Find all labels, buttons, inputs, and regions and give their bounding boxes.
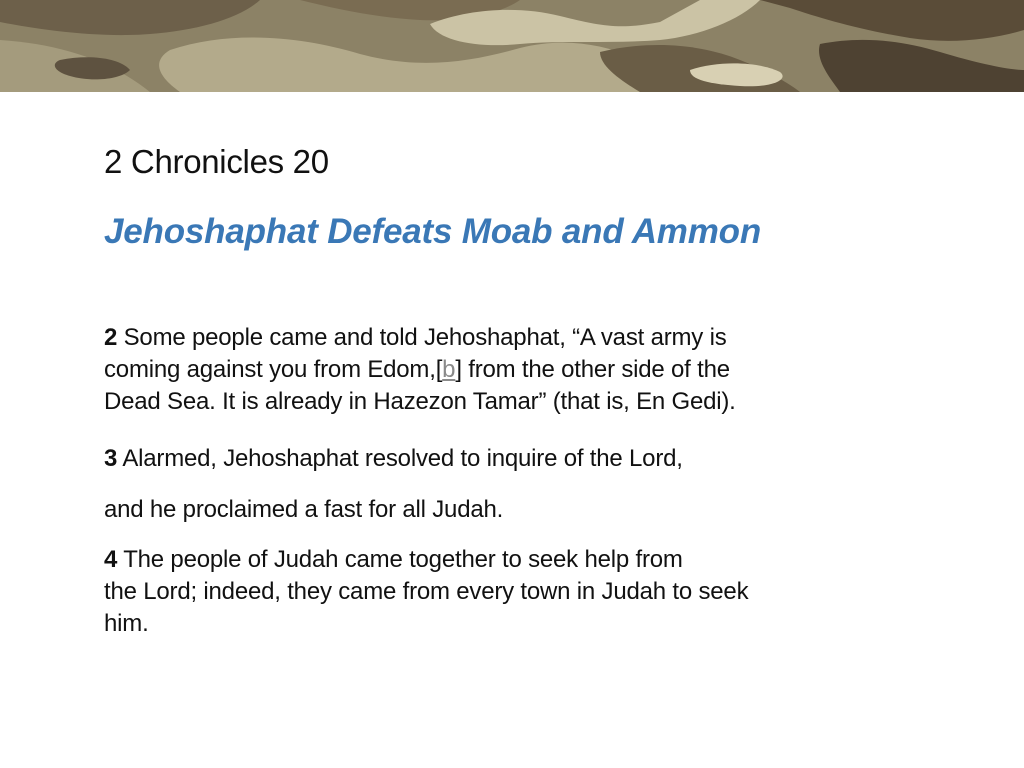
camouflage-banner [0,0,1024,92]
verse-number: 2 [104,324,118,351]
verse-3 [104,443,683,475]
verse-text-line: Dead Sea. It is already in Hazezon Tamar” (that is, En Gedi). [104,388,736,415]
verse-text-line: Some people came and told Jehoshaphat, “A vast army is [123,324,727,351]
verse-text-line: The people of Judah came together to seek help from [123,546,683,573]
verse-2 [104,322,736,418]
verse-text-line: ] from the other side of the [455,356,730,383]
verse-4 [104,544,748,640]
verse-3-continued [104,494,503,526]
section-heading: Jehoshaphat Defeats Moab and Ammon [104,212,762,251]
verse-text-line: Alarmed, Jehoshaphat resolved to inquire of the Lord, [122,445,683,472]
verse-text-line: and he proclaimed a fast for all Judah. [104,496,504,523]
camouflage-pattern-icon [0,0,1024,92]
verse-number: 4 [104,546,118,573]
verse-text-line: the Lord; indeed, they came from every town in Judah to seek [104,578,749,605]
footnote-link[interactable]: b [442,356,456,383]
verse-number: 3 [104,445,118,472]
chapter-title: 2 Chronicles 20 [104,143,329,180]
verse-text-line: coming against you from Edom,[ [104,356,443,383]
verse-text-line: him. [104,610,149,637]
